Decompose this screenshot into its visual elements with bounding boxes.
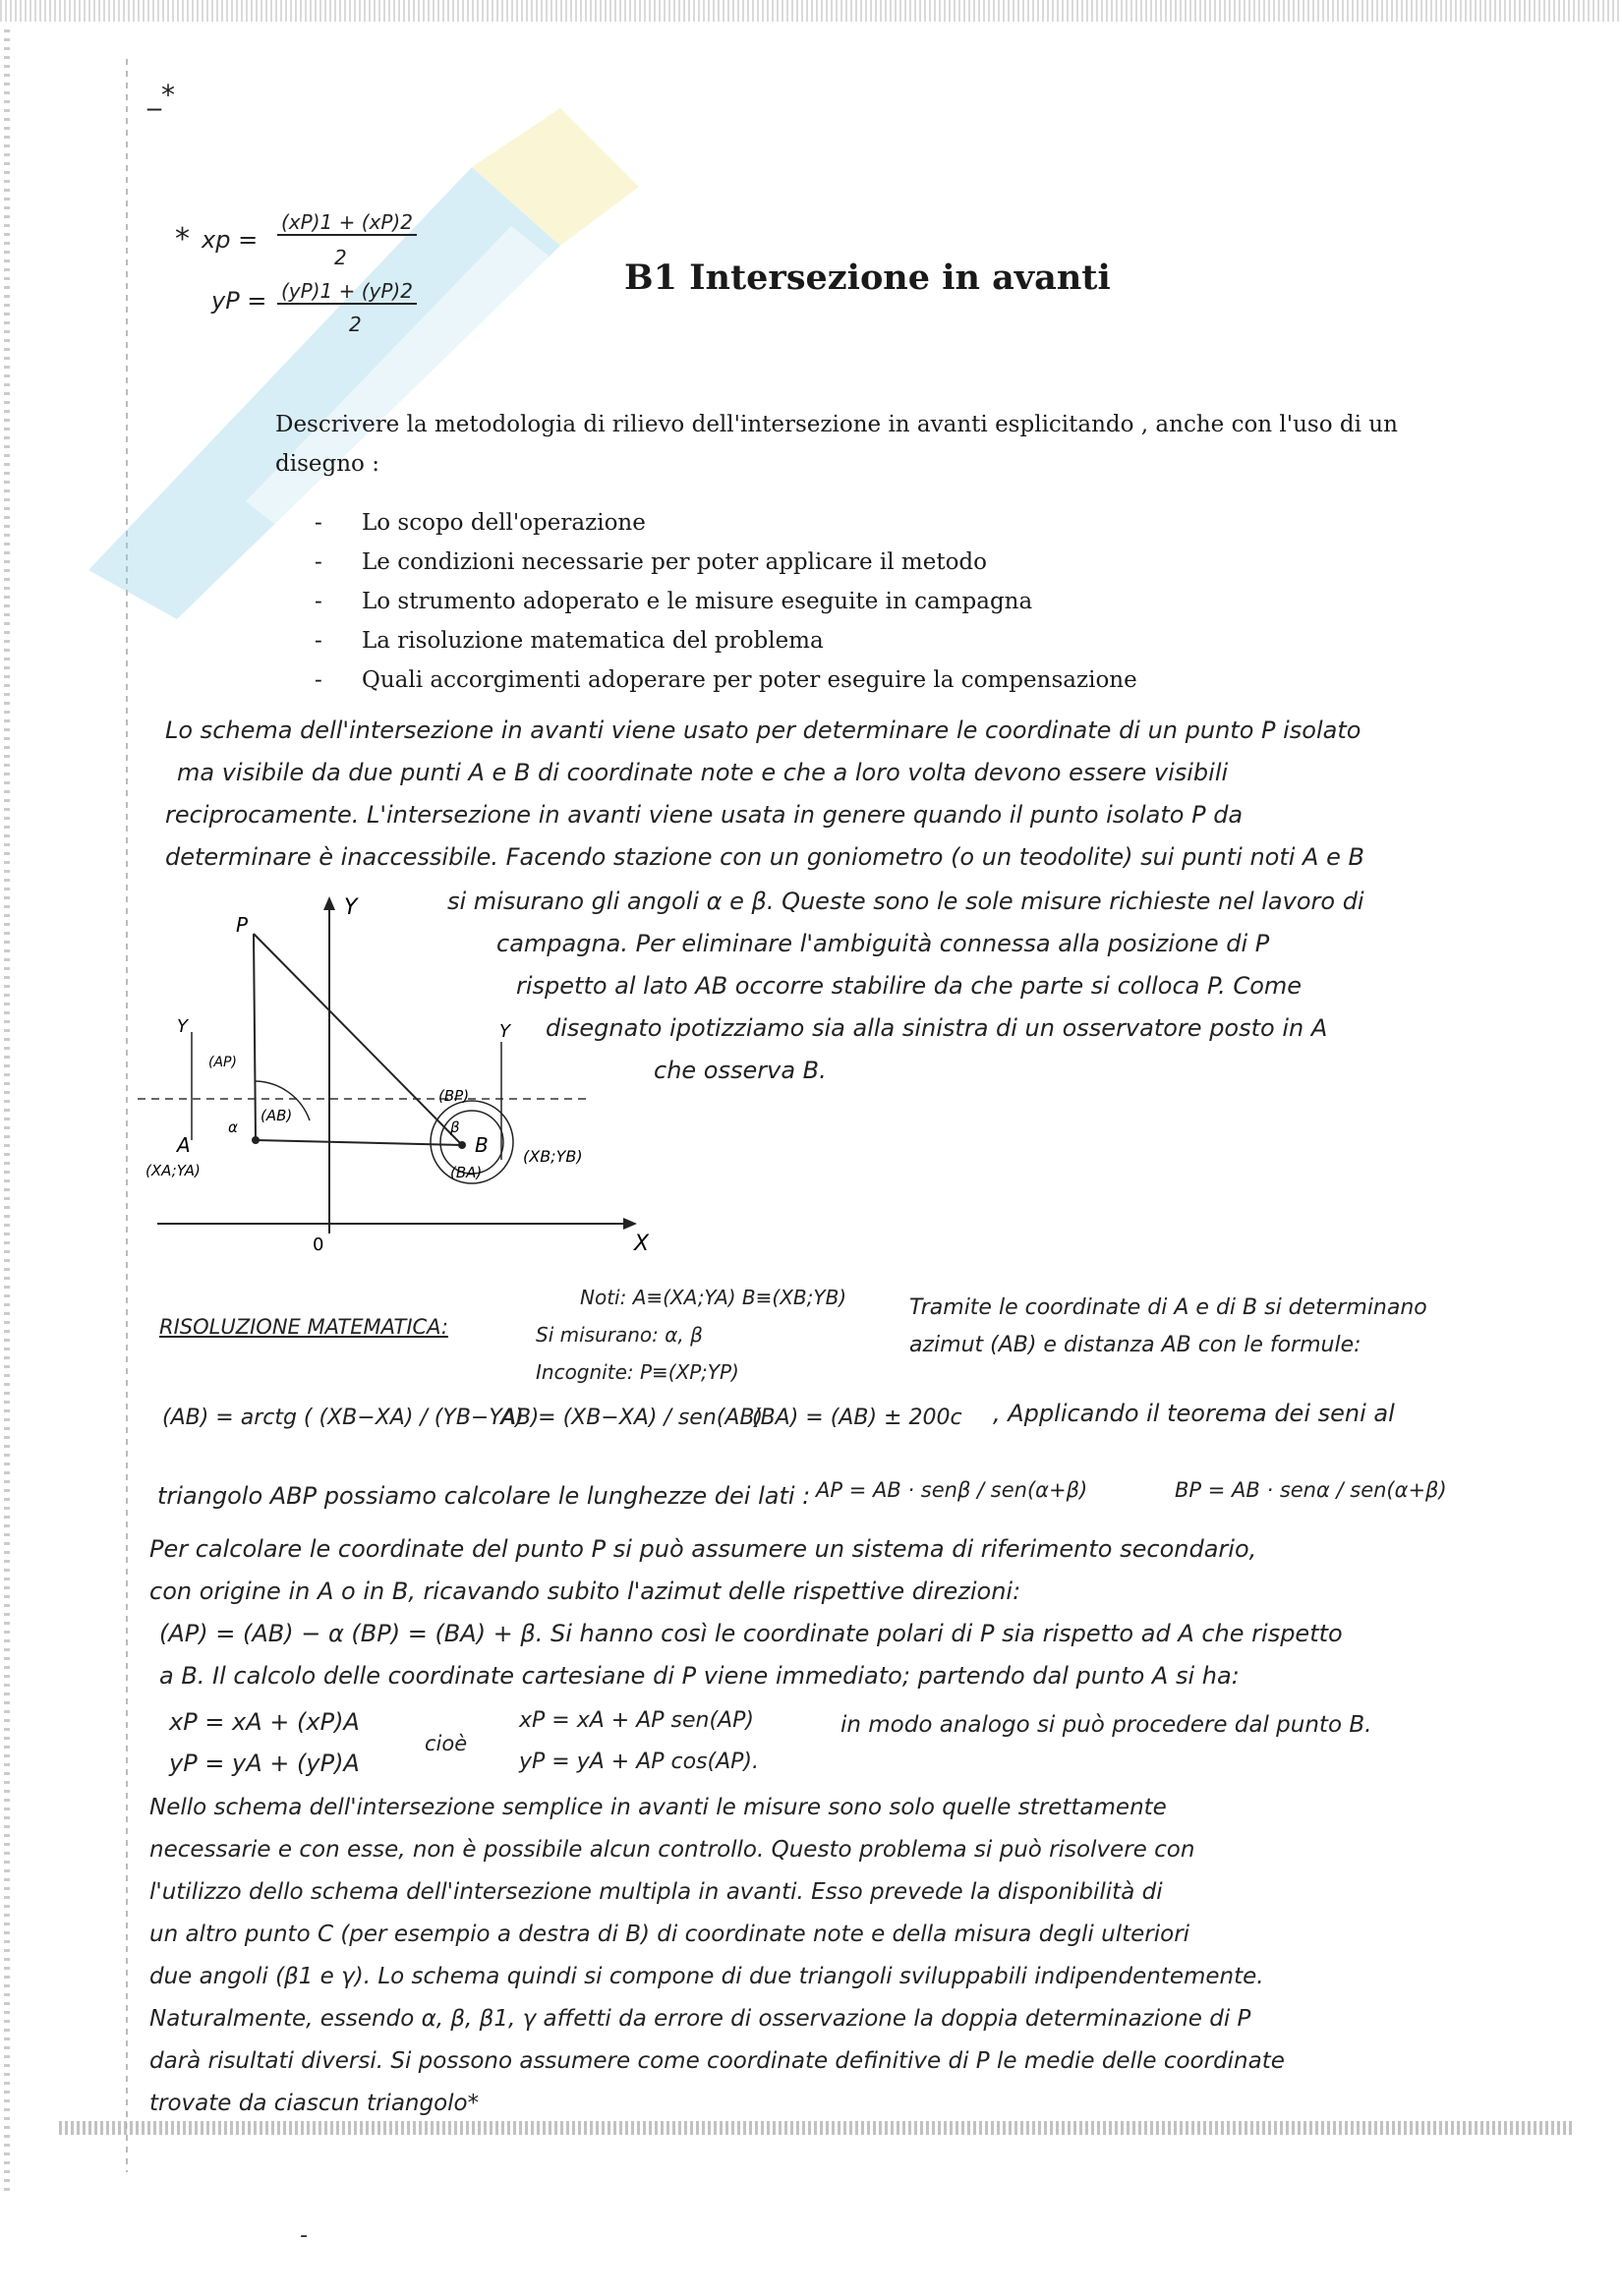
list-item: - Lo scopo dell'operazione [315,503,1137,543]
answer-line: ma visibile da due punti A e B di coordinate note e che a loro volta devono essere visibili [177,759,1229,786]
math-known: Noti: A≡(XA;YA) B≡(XB;YB) [580,1286,847,1309]
intersection-diagram [138,885,649,1258]
question-list [315,503,1137,700]
question-text: Descrivere la metodologia di rilievo dell'intersezione in avanti esplicitando , anche con l'uso di un disegno : [275,412,1398,477]
scan-border-bottom [59,2121,1573,2135]
y-axis-label: Y [344,895,358,920]
coords-b-label: (XB;YB) [523,1147,583,1166]
coord-formula-xp-expanded: xP = xA + AP sen(AP) [519,1708,754,1733]
coordinates-line: (AP) = (AB) − α (BP) = (BA) + β. Si hanno così le coordinate polari di P sia rispetto ad A che rispetto [159,1620,1343,1647]
formula-after-text: , Applicando il teorema dei seni al [993,1400,1395,1427]
coordinates-paragraph [149,1528,1585,1697]
answer-line: Lo schema dell'intersezione in avanti viene usato per determinare le coordinate di un punto P isolato [165,717,1361,744]
azimuth-ab-label: (AB) [261,1107,293,1124]
list-item: - La risoluzione matematica del problema [315,621,1137,660]
math-side-note-2: azimut (AB) e distanza AB con le formule: [909,1333,1361,1357]
footer-mark: - [300,2223,308,2248]
math-unknown: Incognite: P≡(XP;YP) [536,1360,739,1384]
final-line: Naturalmente, essendo α, β, β1, γ affetti da errore di osservazione la doppia determinazione di P [149,2006,1251,2032]
coords-a-label: (XA;YA) [145,1162,201,1179]
formula-star: * [175,222,190,257]
azimuth-bp-label: (BP) [438,1087,470,1105]
formula-bp: BP = AB · senα / sen(α+β) [1175,1478,1447,1502]
final-line: necessarie e con esse, non è possibile alcun controllo. Questo problema si può risolvere con [149,1837,1195,1863]
coordinates-line: a B. Il calcolo delle coordinate cartesiane di P viene immediato; partendo dal punto A si ha: [159,1662,1240,1690]
y-axis-arrow-icon [323,896,335,910]
final-line: darà risultati diversi. Si possono assumere come coordinate definitive di P le medie delle coordinate [149,2048,1285,2074]
scan-border-left [4,29,10,2192]
coord-formula-yp-expanded: yP = yA + AP cos(AP). [519,1750,759,1774]
answer-paragraph [165,710,1600,879]
side-line: disegnato ipotizziamo sia alla sinistra di un osservatore posto in A [546,1014,1328,1042]
triangle-line: triangolo ABP possiamo calcolare le lunghezze dei lati : [157,1482,811,1510]
point-a-marker [252,1136,260,1144]
point-a-label: A [177,1133,191,1157]
side-line: si misurano gli angoli α e β. Queste sono le sole misure richieste nel lavoro di [447,888,1364,915]
final-line: un altro punto C (per esempio a destra di B) di coordinate note e della misura degli ulteriori [149,1922,1190,1947]
formula-azimuth-ab: (AB) = arctg ( (XB−XA) / (YB−YA) ) [162,1406,540,1430]
origin-label: 0 [313,1234,324,1255]
side-ap [254,934,256,1140]
formula-azimuth-ba: (BA) = (AB) ± 200c [752,1406,962,1430]
formula-yp-lhs: yP = [211,287,267,315]
final-line: l'utilizzo dello schema dell'intersezione multipla in avanti. Esso prevede la disponibilità di [149,1879,1163,1905]
side-line: che osserva B. [654,1057,827,1084]
coord-cioe: cioè [425,1732,468,1755]
side-line: rispetto al lato AB occorre stabilire da che parte si colloca P. Come [516,972,1303,1000]
page-title: B1 Intersezione in avanti [624,258,1111,298]
alpha-label: α [228,1119,238,1136]
answer-line: determinare è inaccessibile. Facendo stazione con un goniometro (o un teodolite) sui punti noti A e B [165,843,1364,871]
margin-line [126,59,128,2172]
point-b-marker [458,1141,466,1149]
side-line: campagna. Per eliminare l'ambiguità connessa alla posizione di P [496,930,1270,957]
final-line: trovate da ciascun triangolo* [149,2091,480,2116]
formula-ap: AP = AB · senβ / sen(α+β) [816,1478,1088,1502]
coordinates-line: Per calcolare le coordinate del punto P si può assumere un sistema di riferimento secondario, [149,1535,1257,1563]
coordinates-line: con origine in A o in B, ricavando subito l'azimut delle rispettive direzioni: [149,1578,1021,1605]
point-b-label: B [475,1133,489,1157]
corner-mark: _* [147,79,175,111]
coord-formula-yp: yP = yA + (yP)A [169,1750,360,1777]
scan-border-top [0,0,1622,22]
formula-xp-lhs: xp = [202,226,259,254]
x-axis-arrow-icon [623,1218,637,1230]
math-heading: RISOLUZIONE MATEMATICA: [159,1315,448,1339]
list-item: - Le condizioni necessarie per poter applicare il metodo [315,543,1137,582]
final-line: due angoli (β1 e γ). Lo schema quindi si compone di due triangoli sviluppabili indipendentemente. [149,1964,1264,1989]
coord-analogous-note: in modo analogo si può procedere dal punto B. [840,1712,1372,1738]
formula-xp-numerator: (xP)1 + (xP)2 [277,210,417,236]
x-axis-label: X [634,1232,649,1256]
math-side-note-1: Tramite le coordinate di A e di B si determinano [909,1295,1427,1320]
formula-yp-numerator: (yP)1 + (yP)2 [277,279,417,305]
point-p-label: P [236,913,249,937]
formula-xp-denominator: 2 [334,246,347,269]
local-y-label-a: Y [177,1016,188,1037]
final-paragraph [149,1787,1594,2125]
list-item: - Lo strumento adoperato e le misure eseguite in campagna [315,582,1137,621]
local-y-label-b: Y [499,1021,510,1042]
azimuth-ap-label: (AP) [208,1055,237,1070]
formula-distance-ab: AB = (XB−XA) / sen(AB) [501,1406,764,1430]
formula-yp-denominator: 2 [349,313,362,336]
math-measured: Si misurano: α, β [536,1323,703,1347]
azimuth-ba-label: (BA) [450,1164,483,1181]
beta-label: β [450,1119,460,1136]
answer-line: reciprocamente. L'intersezione in avanti viene usata in genere quando il punto isolato P da [165,801,1244,829]
list-item: - Quali accorgimenti adoperare per poter eseguire la compensazione [315,660,1137,700]
coord-formula-xp: xP = xA + (xP)A [169,1708,360,1736]
final-line: Nello schema dell'intersezione semplice in avanti le misure sono solo quelle strettamente [149,1795,1167,1820]
